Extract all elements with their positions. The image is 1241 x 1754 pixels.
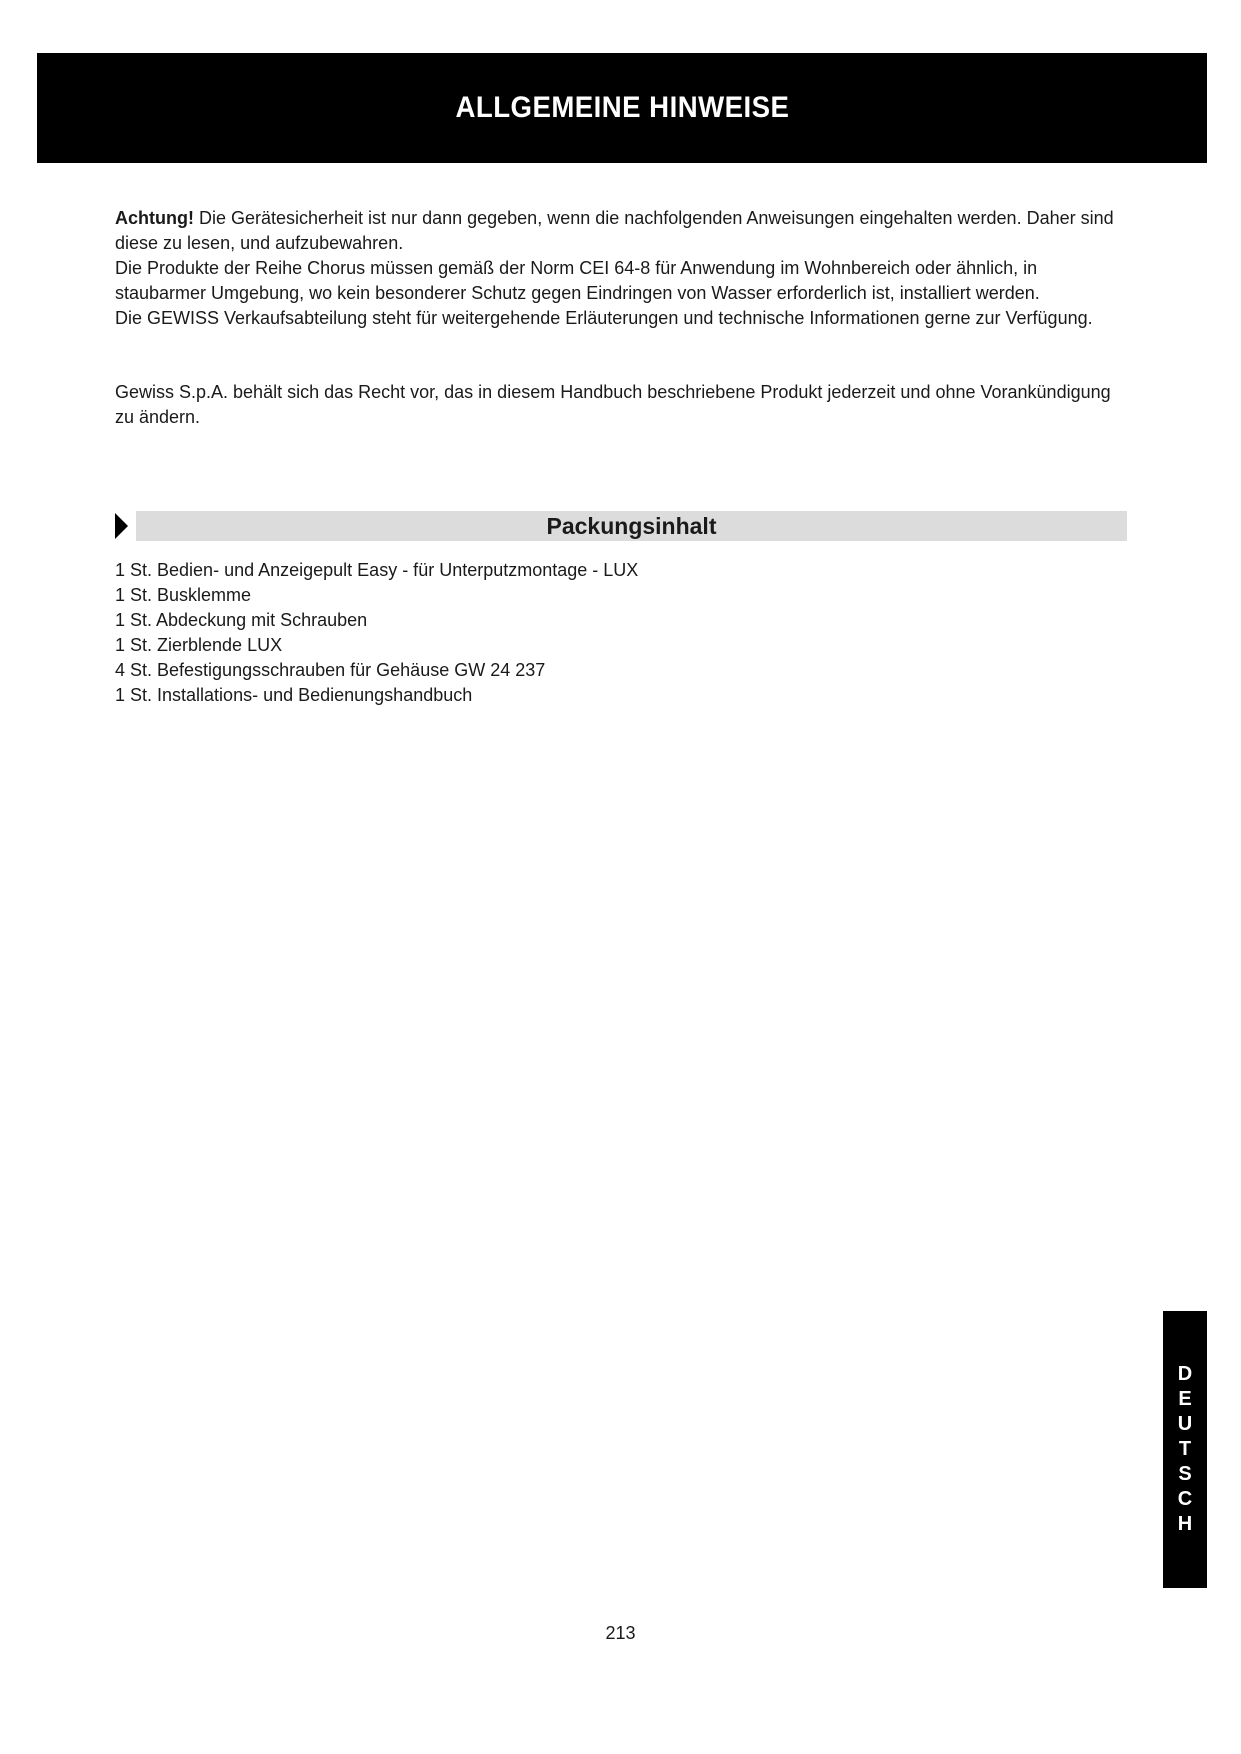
language-letter: E xyxy=(1178,1388,1192,1410)
sales-paragraph: Die GEWISS Verkaufsabteilung steht für weitergehende Erläuterungen und technische Informationen gerne zur Verfügung. xyxy=(115,308,1093,328)
list-item: 1 St. Abdeckung mit Schrauben xyxy=(115,610,368,630)
language-letter: S xyxy=(1178,1463,1192,1485)
warning-text: Die Gerätesicherheit ist nur dann gegeben, wenn die nachfolgenden Anweisungen eingehalten werden. Daher sind diese zu lesen, und aufzubewahren. xyxy=(115,208,1114,253)
intro-notes xyxy=(115,206,1127,331)
language-letter: U xyxy=(1177,1413,1193,1435)
language-letter: D xyxy=(1177,1363,1193,1385)
warning-label: Achtung! xyxy=(115,208,194,228)
rights-paragraph: Gewiss S.p.A. behält sich das Recht vor, das in diesem Handbuch beschriebene Produkt jederzeit und ohne Vorankündigung zu ändern. xyxy=(115,382,1111,427)
list-item: 1 St. Busklemme xyxy=(115,585,252,605)
page-number: 213 xyxy=(605,1623,636,1643)
list-item: 1 St. Zierblende LUX xyxy=(115,635,283,655)
language-letter: H xyxy=(1177,1513,1193,1535)
page-title: ALLGEMEINE HINWEISE xyxy=(455,91,789,124)
section-banner xyxy=(136,511,1127,541)
warning-paragraph xyxy=(115,206,1127,256)
standards-paragraph: Die Produkte der Reihe Chorus müssen gemäß der Norm CEI 64-8 für Anwendung im Wohnbereich oder ähnlich, in staubarmer Umgebung, wo kein besonderer Schutz gegen Eindringen von Wasser erforderlich ist, installiert werden. xyxy=(115,258,1040,303)
list-item: 4 St. Befestigungsschrauben für Gehäuse GW 24 237 xyxy=(115,660,546,680)
language-tab xyxy=(1163,1311,1207,1588)
list-item: 1 St. Bedien- und Anzeigepult Easy - für Unterputzmontage - LUX xyxy=(115,560,639,580)
language-letter: T xyxy=(1178,1438,1192,1460)
language-letter: C xyxy=(1177,1488,1193,1510)
package-contents-list xyxy=(115,558,1127,708)
section-heading-packungsinhalt xyxy=(115,511,1127,541)
header-bar xyxy=(37,53,1207,163)
section-title: Packungsinhalt xyxy=(546,512,717,539)
list-item: 1 St. Installations- und Bedienungshandbuch xyxy=(115,685,473,705)
triangle-arrow-icon xyxy=(115,513,128,539)
